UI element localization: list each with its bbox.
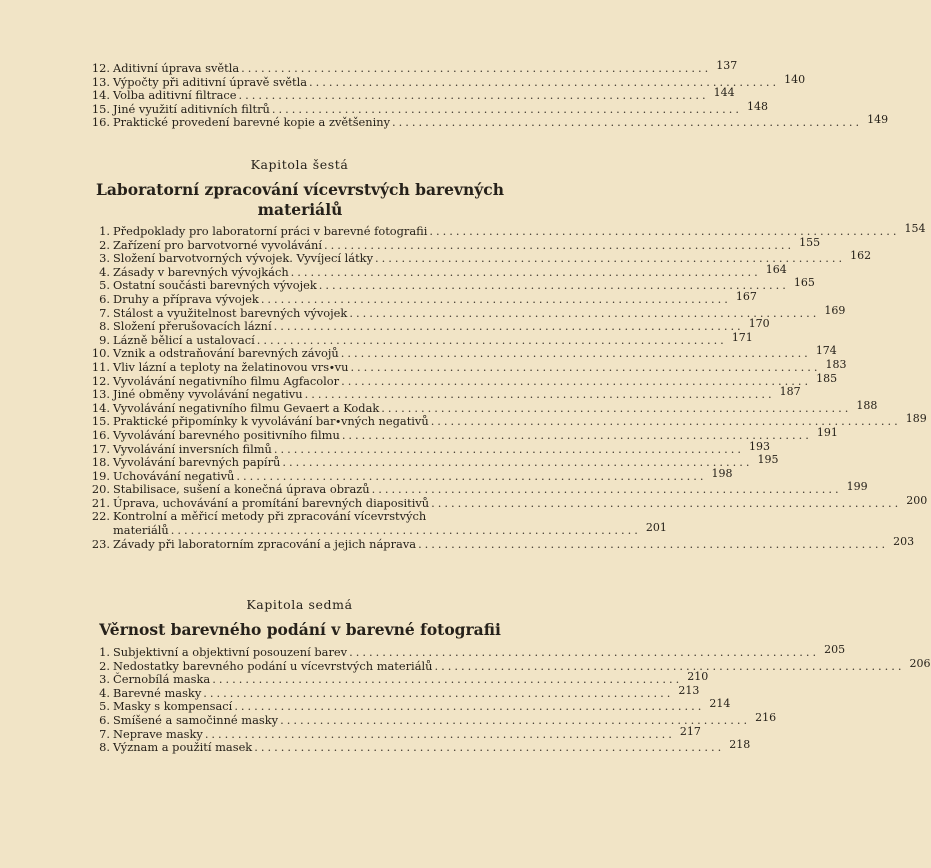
leader-dots: ....................................................................... <box>434 658 905 673</box>
entry-number: 5. <box>99 278 110 293</box>
entry-title: Subjektivní a objektivní posouzení barev <box>113 645 348 659</box>
toc-entry <box>88 262 787 280</box>
entry-number: 19. <box>91 468 110 483</box>
toc-entry-continuation <box>88 521 667 538</box>
entry-title: Stabilisace, sušení a konečná úprava obrazů <box>113 482 370 497</box>
entry-number: 9. <box>99 332 110 347</box>
entry-title: Předpoklady pro laboratorní práci v barevné fotografii <box>113 224 428 238</box>
entry-page: 165 <box>793 276 815 290</box>
toc-entry <box>88 466 733 484</box>
entry-number: 22. <box>91 509 110 524</box>
entry-title: Vyvolávání barevných papírů <box>113 455 281 470</box>
entry-title: Praktické provedení barevné kopie a zvětšeniny <box>113 115 391 130</box>
toc-entry <box>88 249 872 266</box>
entry-title: Vyvolávání negativního filmu Gevaert a Kodak <box>113 400 380 415</box>
toc-section-previous <box>88 59 889 130</box>
toc-entry <box>88 697 731 714</box>
entry-title: Praktické připomínky k vyvolávání bar∙vných negativů <box>113 414 429 429</box>
entry-page: 206 <box>909 656 931 670</box>
leader-dots: ....................................................................... <box>341 427 812 442</box>
entry-title: Smíšené a samočinné masky <box>113 712 279 727</box>
toc-entry <box>88 425 838 443</box>
leader-dots: ....................................................................... <box>430 414 901 429</box>
entry-number: 10. <box>91 346 110 361</box>
entry-number: 8. <box>99 740 110 755</box>
entry-page: 164 <box>765 262 787 276</box>
entry-page: 137 <box>716 59 738 72</box>
entry-title: Nedostatky barevného podání u vícevrstvých materiálů <box>113 658 433 673</box>
entry-page: 144 <box>713 86 735 100</box>
entry-number: 7. <box>99 726 110 741</box>
entry-page: 200 <box>906 493 928 507</box>
toc-entry <box>88 493 928 511</box>
entry-title: Kontrolní a měřicí metody při zpracování vícevrstvých <box>113 509 427 524</box>
entry-number: 4. <box>99 685 110 700</box>
entry-number: 13. <box>91 74 110 89</box>
toc-entry <box>88 113 889 130</box>
entry-number: 3. <box>99 251 110 266</box>
entry-page: 149 <box>867 113 889 127</box>
entry-title: Závady při laboratorním zpracování a jejich náprava <box>113 536 417 551</box>
entry-page: 162 <box>850 249 872 263</box>
entry-page: 218 <box>729 738 751 752</box>
entry-number: 12. <box>91 373 110 388</box>
entry-title: Výpočty při aditivní úpravě světla <box>113 74 308 89</box>
entry-page: 216 <box>755 710 777 724</box>
chapter-label: Kapitola sedmá <box>246 597 353 612</box>
entry-title: Složení barvotvorných vývojek. Vyvíjecí látky <box>113 251 374 266</box>
chapter-title <box>60 620 540 640</box>
leader-dots: ....................................................................... <box>324 237 795 252</box>
leader-dots: ....................................................................... <box>418 536 889 551</box>
leader-dots: ....................................................................... <box>349 645 820 659</box>
chapter-title-line: Laboratorní zpracování vícevrstvých barevných <box>95 180 505 199</box>
entry-title: Masky s kompensací <box>113 699 233 714</box>
toc-entry <box>88 710 777 728</box>
entry-number: 2. <box>99 237 110 252</box>
leader-dots: ....................................................................... <box>318 278 789 293</box>
entry-number: 2. <box>99 658 110 673</box>
entry-page: 217 <box>679 724 701 738</box>
entry-title: Aditivní úprava světla <box>113 61 240 75</box>
entry-title: Stálost a využitelnost barevných vývojek <box>113 305 348 320</box>
entry-page: 183 <box>825 357 847 371</box>
leader-dots: ....................................................................... <box>290 264 761 279</box>
entry-number: 14. <box>91 400 110 415</box>
entry-page: 167 <box>735 289 757 303</box>
entry-title-continuation: materiálů <box>113 523 169 538</box>
toc-entry <box>88 683 700 701</box>
entry-number: 17. <box>91 441 110 456</box>
entry-page: 213 <box>678 683 700 697</box>
toc-entry <box>88 453 779 470</box>
leader-dots: ....................................................................... <box>350 359 821 374</box>
entry-title: Neprave masky <box>113 726 203 741</box>
leader-dots: ....................................................................... <box>371 482 842 497</box>
toc-chapter-7 <box>88 643 931 755</box>
entry-number: 7. <box>99 305 110 320</box>
entry-number: 1. <box>99 224 110 238</box>
entry-page: 140 <box>784 72 806 86</box>
entry-title: Vliv lázní a teploty na želatinovou vrs∙vu <box>113 359 349 374</box>
toc-entry <box>88 99 768 117</box>
entry-number: 5. <box>99 699 110 714</box>
entry-number: 16. <box>91 115 110 130</box>
entry-title: Vyvolávání negativního filmu Agfacolor <box>113 373 340 388</box>
entry-page: 169 <box>824 303 846 317</box>
leader-dots: ....................................................................... <box>273 319 744 334</box>
entry-page: 205 <box>824 643 846 656</box>
toc-entry <box>88 412 927 429</box>
toc-entry <box>88 222 926 239</box>
leader-dots: ....................................................................... <box>260 291 731 306</box>
entry-page: 199 <box>846 480 868 494</box>
toc-entry <box>88 439 770 457</box>
entry-page: 174 <box>815 344 837 358</box>
leader-dots: ....................................................................... <box>254 740 725 755</box>
entry-title: Zásady v barevných vývojkách <box>113 264 289 279</box>
entry-number: 6. <box>99 712 110 727</box>
entry-page: 193 <box>748 439 770 453</box>
toc-entry <box>88 357 847 375</box>
toc-entry <box>88 510 474 524</box>
leader-dots: ....................................................................... <box>381 400 852 415</box>
chapter-title-line: materiálů <box>257 200 343 219</box>
entry-number: 8. <box>99 319 110 334</box>
entry-number: 4. <box>99 264 110 279</box>
entry-number: 16. <box>91 427 110 442</box>
toc-entry <box>88 670 709 687</box>
leader-dots: ....................................................................... <box>203 685 674 700</box>
entry-page: 185 <box>816 371 838 385</box>
entry-title: Složení přerušovacích lázní <box>113 319 272 334</box>
entry-page: 203 <box>893 534 915 548</box>
entry-title: Vyvolávání barevného positivního filmu <box>113 427 340 442</box>
leader-dots: ....................................................................... <box>271 101 742 116</box>
leader-dots: ....................................................................... <box>282 455 753 470</box>
entry-page: 195 <box>757 453 779 467</box>
toc-entry <box>88 738 751 755</box>
entry-page: 155 <box>799 235 821 249</box>
toc-entry <box>88 72 806 90</box>
entry-number: 12. <box>91 61 110 75</box>
entry-number: 6. <box>99 291 110 306</box>
toc-entry <box>88 534 915 552</box>
toc-entry <box>88 276 815 293</box>
toc-entry <box>88 330 753 348</box>
entry-number: 11. <box>91 359 110 374</box>
entry-title: Vyvolávání inversních filmů <box>113 441 272 456</box>
toc-entry <box>88 303 846 321</box>
toc-entry <box>88 289 757 307</box>
toc-entry <box>88 371 838 389</box>
toc-entry <box>88 480 868 497</box>
entry-page: 214 <box>709 697 731 711</box>
entry-title: Volba aditivní filtrace <box>113 88 237 103</box>
entry-number: 20. <box>91 482 110 497</box>
toc-entry <box>88 317 770 334</box>
entry-title: Uchovávání negativů <box>113 468 235 483</box>
leader-dots: ....................................................................... <box>392 115 863 130</box>
entry-title: Lázně bělicí a ustalovací <box>113 332 255 347</box>
chapter-label: Kapitola šestá <box>250 157 349 172</box>
toc-entry <box>88 385 801 402</box>
toc-entry <box>88 656 931 674</box>
entry-title: Černobílá maska <box>113 672 211 687</box>
leader-dots: ....................................................................... <box>238 88 709 103</box>
chapter-title <box>60 180 540 220</box>
leader-dots: ....................................................................... <box>212 672 683 687</box>
leader-dots: ....................................................................... <box>236 468 707 483</box>
entry-page: 210 <box>687 670 709 684</box>
leader-dots: ....................................................................... <box>256 332 727 347</box>
chapter-title-line: Věrnost barevného podání v barevné fotografii <box>99 620 501 639</box>
entry-title: Vznik a odstraňování barevných závojů <box>113 346 339 361</box>
entry-title: Jiné obměny vyvolávání negativu <box>113 387 303 402</box>
leader-dots: ....................................................................... <box>429 224 900 238</box>
entry-page: 189 <box>905 412 927 426</box>
leader-dots: ....................................................................... <box>341 373 812 388</box>
toc-entry <box>88 344 837 361</box>
entry-number: 3. <box>99 672 110 687</box>
toc-entry <box>88 724 701 742</box>
toc-entry <box>88 235 821 253</box>
leader-dots: ....................................................................... <box>431 495 902 510</box>
toc-entry <box>88 86 735 103</box>
leader-dots: ....................................................................... <box>280 712 751 727</box>
entry-title: Význam a použití masek <box>113 740 253 755</box>
leader-dots: ....................................................................... <box>170 523 641 538</box>
entry-page: 191 <box>816 425 838 439</box>
entry-title: Zařízení pro barvotvorné vyvolávání <box>113 237 322 252</box>
entry-number: 15. <box>91 101 110 116</box>
entry-page: 154 <box>904 222 926 235</box>
entry-number: 21. <box>91 495 110 510</box>
leader-dots: ....................................................................... <box>234 699 705 714</box>
entry-page: 198 <box>711 466 733 480</box>
entry-number: 15. <box>91 414 110 429</box>
entry-page: 188 <box>856 398 878 412</box>
entry-title: Jiné využití aditivních filtrů <box>113 101 270 116</box>
leader-dots: ....................................................................... <box>273 441 744 456</box>
entry-title: Ostatní součásti barevných vývojek <box>113 278 317 293</box>
leader-dots: ....................................................................... <box>304 387 775 402</box>
entry-number: 23. <box>91 536 110 551</box>
leader-dots: ....................................................................... <box>241 61 712 75</box>
entry-page: 187 <box>779 385 801 399</box>
entry-number: 14. <box>91 88 110 103</box>
entry-title: Druhy a příprava vývojek <box>113 291 259 306</box>
leader-dots: ....................................................................... <box>309 74 780 89</box>
leader-dots: ....................................................................... <box>204 726 675 741</box>
entry-number: 1. <box>99 645 110 659</box>
entry-page: 170 <box>748 317 770 331</box>
entry-page: 171 <box>731 330 753 344</box>
entry-page: 148 <box>746 99 768 113</box>
toc-chapter-6 <box>88 222 928 551</box>
entry-page: 201 <box>645 521 667 535</box>
toc-entry <box>88 59 738 76</box>
toc-entry <box>88 643 846 660</box>
entry-title: Barevné masky <box>113 685 202 700</box>
leader-dots: ....................................................................... <box>375 251 846 266</box>
entry-number: 18. <box>91 455 110 470</box>
entry-number: 13. <box>91 387 110 402</box>
entry-title: Úprava, uchovávání a promítání barevných diapositivů <box>113 495 430 510</box>
leader-dots: ....................................................................... <box>340 346 811 361</box>
leader-dots: ....................................................................... <box>349 305 820 320</box>
toc-entry <box>88 398 878 416</box>
